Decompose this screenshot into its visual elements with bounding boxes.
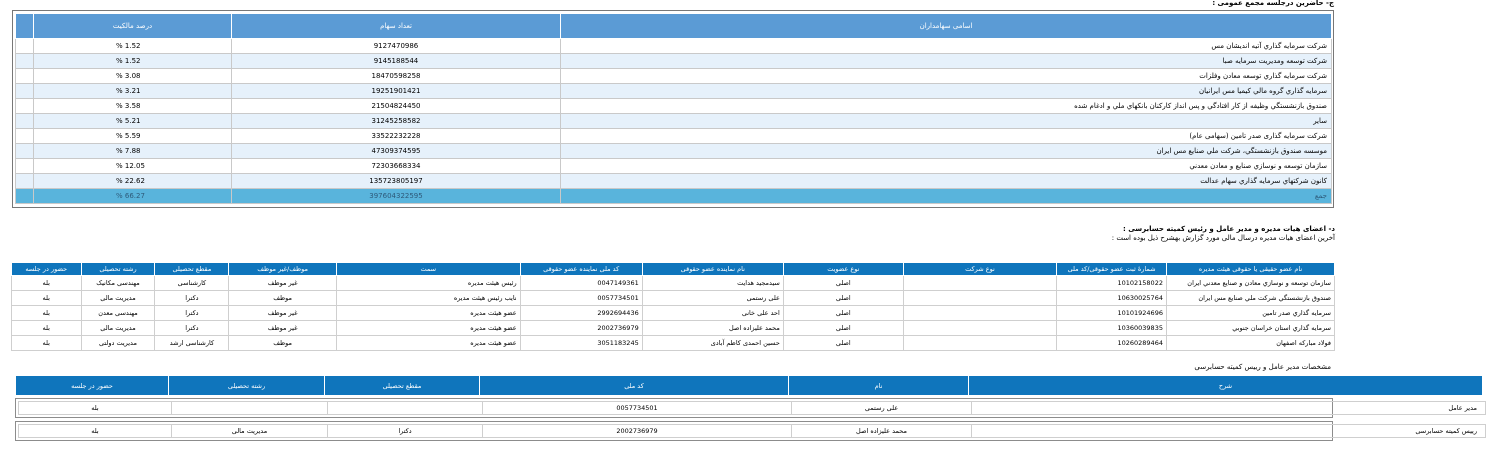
board-membership-type: اصلی [783,321,903,336]
share-count: 47309374595 [232,144,561,159]
header-ceo-field: رشته تحصیلی [169,376,325,396]
blank-cell [16,114,34,129]
ceo-row-degree: دکترا [328,425,483,438]
board-position: رئیس هیئت مدیره [336,276,520,291]
blank-cell [16,69,34,84]
ceo-row-degree [328,402,483,415]
board-member-name: فولاد مباركه اصفهان [1166,336,1334,351]
ceo-row-name: محمد علیزاده اصل [792,425,972,438]
shareholder-name: شرکت سرمایه گذاری صدر تامین (سهامی عام) [561,129,1332,144]
header-ceo-degree: مقطع تحصیلی [325,376,480,396]
board-degree: دکترا [155,291,229,306]
ownership-percent: 3.08 % [34,69,232,84]
total-shares: 397604322595 [232,189,561,204]
shareholder-row [16,159,1332,174]
board-company-type [903,336,1056,351]
board-position: عضو هیئت مدیره [336,321,520,336]
board-field: مدیریت دولتی [81,336,155,351]
ceo-row-desc: مدیر عامل [972,402,1486,415]
ceo-row-field [172,402,328,415]
blank-cell [16,54,34,69]
board-rep-name: علی رستمی [642,291,783,306]
share-count: 18470598258 [232,69,561,84]
shareholders-table [15,13,1332,204]
board-company-type [903,291,1056,306]
board-section-title: د- اعضای هیات مدیره و مدیر عامل و رئیس کمیته حسابرسی : [1122,225,1335,233]
shareholder-row [16,69,1332,84]
ownership-percent: 1.52 % [34,39,232,54]
header-degree: مقطع تحصیلی [155,263,229,276]
shareholders-total-row [16,189,1332,204]
board-member-row [12,276,1335,291]
board-member-row [12,291,1335,306]
shareholder-name: کانون شرکتهاي سرمایه گذاري سهام عدالت [561,174,1332,189]
blank-cell [16,144,34,159]
ceo-row-national-id: 2002736979 [483,425,792,438]
board-membership-type: اصلی [783,276,903,291]
board-status: غیر موظف [229,306,337,321]
board-degree: کارشناسی [155,276,229,291]
board-member-row [12,321,1335,336]
total-percent: 66.27 % [34,189,232,204]
header-status: موظف/غیر موظف [229,263,337,276]
ownership-percent: 3.21 % [34,84,232,99]
header-position: سمت [336,263,520,276]
board-rep-id: 2002736979 [520,321,642,336]
header-share-count: تعداد سهام [232,14,561,39]
board-table-body [12,276,1335,351]
board-membership-type: اصلی [783,306,903,321]
header-field: رشته تحصیلی [81,263,155,276]
board-member-name: سازمان توسعه و نوسازي معادن و صنايع معدني ايران [1166,276,1334,291]
shareholder-row [16,39,1332,54]
shareholder-name: سرمايه گذاري گروه مالي كيمیا مس ايرانيان [561,84,1332,99]
board-rep-name: محمد علیزاده اصل [642,321,783,336]
share-count: 9145188544 [232,54,561,69]
ceo-header-row [16,376,1483,396]
shareholder-row [16,129,1332,144]
shareholder-row [16,54,1332,69]
board-rep-name: حسین احمدی کاظم آبادی [642,336,783,351]
ownership-percent: 12.05 % [34,159,232,174]
ceo-row-attendance: بله [19,425,172,438]
board-degree: کارشناسی ارشد [155,336,229,351]
header-attendance: حضور در جلسه [12,263,82,276]
board-header-row [12,263,1335,276]
blank-cell [16,189,34,204]
board-member-row [12,306,1335,321]
board-field: مدیریت مالی [81,321,155,336]
board-membership-type: اصلی [783,336,903,351]
shareholder-row [16,99,1332,114]
ownership-percent: 5.21 % [34,114,232,129]
shareholder-row [16,144,1332,159]
header-ceo-attendance: حضور در جلسه [16,376,169,396]
header-name: نام [789,376,969,396]
board-table [11,262,1335,351]
ownership-percent: 1.52 % [34,54,232,69]
board-rep-name: سیدمجید هدایت [642,276,783,291]
ceo-row-frame [15,398,1477,418]
board-section-subtitle: آخرین اعضای هیات مدیره درسال مالی مورد گزارش بهشرح ذیل بوده است : [1111,234,1335,242]
ownership-percent: 7.88 % [34,144,232,159]
shareholder-name: صندوق بازنشستگي وظيفه از كار افتادگي و پس انداز كاركنان بانكهاي ملي و ادغام شده [561,99,1332,114]
board-reg-id: 10360039835 [1057,321,1167,336]
board-status: غیر موظف [229,276,337,291]
shareholders-table-frame [12,10,1334,208]
board-attendance: بله [12,336,82,351]
share-count: 9127470986 [232,39,561,54]
share-count: 19251901421 [232,84,561,99]
ceo-row-name: علی رستمی [792,402,972,415]
ownership-percent: 3.58 % [34,99,232,114]
board-field: مدیریت مالی [81,291,155,306]
board-reg-id: 10630025764 [1057,291,1167,306]
board-degree: دکترا [155,306,229,321]
share-count: 135723805197 [232,174,561,189]
ceo-table-header [15,375,1483,396]
board-position: عضو هیئت مدیره [336,306,520,321]
blank-cell [16,99,34,114]
board-reg-id: 10102158022 [1057,276,1167,291]
board-member-row [12,336,1335,351]
board-position: نایب رئیس هیئت مدیره [336,291,520,306]
board-rep-id: 0057734501 [520,291,642,306]
ceo-row-desc: رییس کمیته حسابرسی [972,425,1486,438]
board-attendance: بله [12,276,82,291]
board-rep-id: 2992694436 [520,306,642,321]
shareholders-table-body [16,39,1332,204]
header-member: نام عضو حقیقی یا حقوقی هیئت مدیره [1166,263,1334,276]
shareholder-row [16,84,1332,99]
ceo-row-table [18,401,1486,415]
board-status: موظف [229,291,337,306]
board-rep-id: 0047149361 [520,276,642,291]
board-rep-id: 3051183245 [520,336,642,351]
board-member-name: صندوق بازنشستگي شركت ملي صنايع مس ايران [1166,291,1334,306]
board-reg-id: 10101924696 [1057,306,1167,321]
share-count: 72303668334 [232,159,561,174]
shareholder-name: شرکت توسعه ومدیریت سرمایه صبا [561,54,1332,69]
board-membership-type: اصلی [783,291,903,306]
blank-cell [16,129,34,144]
share-count: 33522232228 [232,129,561,144]
ceo-section-title: مشخصات مدیر عامل و رییس کمیته حسابرسی [1194,363,1331,371]
header-shareholder-name: اسامی سهامداران [561,14,1332,39]
ceo-row-field: مدیریت مالی [172,425,328,438]
header-desc: شرح [969,376,1483,396]
ownership-percent: 5.59 % [34,129,232,144]
board-company-type [903,321,1056,336]
header-rep-id: کد ملی نماینده عضو حقوقی [520,263,642,276]
ceo-row [19,402,1486,415]
blank-cell [16,159,34,174]
shareholder-name: سایر [561,114,1332,129]
header-rep-name: نام نماینده عضو حقوقی [642,263,783,276]
board-attendance: بله [12,321,82,336]
blank-cell [16,84,34,99]
board-degree: دکترا [155,321,229,336]
board-position: عضو هیئت مدیره [336,336,520,351]
board-company-type [903,276,1056,291]
board-attendance: بله [12,291,82,306]
share-count: 31245258582 [232,114,561,129]
shareholder-name: شرکت سرمایه گذاري توسعه معادن وفلزات [561,69,1332,84]
shareholder-name: سازمان توسعه و نوسازي صنایع و معادن معدني [561,159,1332,174]
header-membership: نوع عضویت [783,263,903,276]
board-member-name: سرمايه گذاري استان خراسان جنوبي [1166,321,1334,336]
total-label: جمع [561,189,1332,204]
ownership-percent: 22.62 % [34,174,232,189]
header-national-id: کد ملی [480,376,789,396]
header-ownership-percent: درصد مالکیت [34,14,232,39]
blank-cell [16,39,34,54]
shareholder-name: شرکت سرمایه گذاري آتیه اندیشان مس [561,39,1332,54]
board-company-type [903,306,1056,321]
board-member-name: سرمايه گذاري صدر تامين [1166,306,1334,321]
ceo-row-table [18,424,1486,438]
shareholders-header-row [16,14,1332,39]
board-field: مهندسی معدن [81,306,155,321]
header-blank [16,14,34,39]
header-company-type: نوع شرکت [903,263,1056,276]
shareholder-name: موسسه صندوق بازنشستگي، شرکت ملي صنایع مس ایران [561,144,1332,159]
blank-cell [16,174,34,189]
header-reg-id: شمارۀ ثبت عضو حقوقی/کد ملی [1057,263,1167,276]
board-status: موظف [229,336,337,351]
board-field: مهندسی مکانیک [81,276,155,291]
ceo-row-frame [15,421,1477,441]
ceo-row-attendance: بله [19,402,172,415]
ceo-row [19,425,1486,438]
board-rep-name: احد علی خانی [642,306,783,321]
share-count: 21504824450 [232,99,561,114]
ceo-row-national-id: 0057734501 [483,402,792,415]
board-reg-id: 10260289464 [1057,336,1167,351]
shareholder-row [16,174,1332,189]
board-status: غیر موظف [229,321,337,336]
shareholder-row [16,114,1332,129]
board-attendance: بله [12,306,82,321]
shareholders-section-title: ج- حاضرین درجلسه مجمع عمومی : [1212,0,1334,7]
